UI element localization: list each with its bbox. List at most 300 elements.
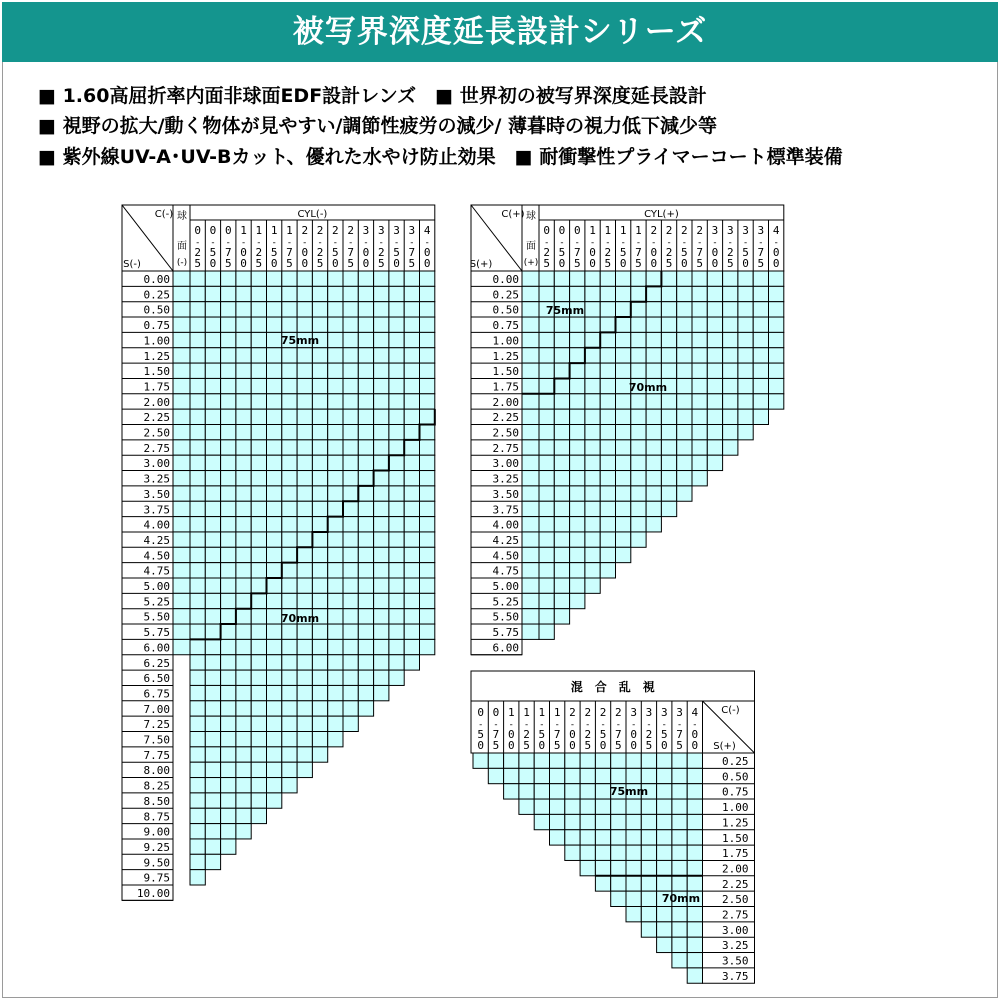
mixed-cyl-tick: 5 [477,728,484,741]
cell-plus [554,286,569,301]
cell-minus [251,302,266,317]
cell-minus [282,732,297,747]
cell-mixed [550,830,565,845]
mixed-cyl-tick: 5 [615,739,622,752]
plus-cyl-tick: - [742,238,749,248]
minus-cyl-tick: 5 [194,257,201,270]
cell-minus [282,593,297,608]
cell-plus [570,532,585,547]
cell-plus [723,378,738,393]
cell-minus [328,732,343,747]
cell-minus [251,793,266,808]
cell-minus [312,532,327,547]
cell-minus [205,593,220,608]
minus-cyl-tick: 7 [224,246,232,259]
cell-plus [707,409,722,424]
cell-minus [328,271,343,286]
minus-cyl-tick: 0 [240,246,247,259]
minus-cyl-tick: 5 [408,257,416,270]
minus-corner-top: C(-) [154,209,174,220]
minus-sph-tick: 8.25 [143,779,170,793]
cell-minus [190,409,205,424]
minus-cyl-tick: 3 [362,224,370,237]
cell-minus [374,440,389,455]
cell-minus [389,363,404,378]
cell-minus [282,762,297,777]
cell-minus [267,778,282,793]
cell-minus [205,378,220,393]
cell-minus [312,271,327,286]
cell-mixed [534,768,549,783]
cell-plus [600,532,615,547]
cell-mixed [641,907,656,922]
plus-cyl-tick: 5 [742,246,749,259]
plus-cyl-tick: - [666,238,672,248]
cell-minus [404,271,419,286]
cell-plus [692,455,707,470]
cell-minus [328,563,343,578]
cell-mixed [565,768,580,783]
plus-cyl-tick: - [605,238,611,248]
cell-plus [600,302,615,317]
plus-sph-tick: 0.00 [492,273,519,286]
mixed-cyl-tick: 7 [676,728,683,741]
cell-minus [251,378,266,393]
plus-cyl-tick: 2 [681,224,688,237]
cell-plus [753,332,768,347]
cell-minus [205,471,220,486]
cell-minus [221,639,236,654]
plus-sph-tick: 4.50 [492,549,519,563]
cell-plus [723,425,738,440]
cell-plus [769,378,784,393]
mixed-sph-tick: 1.75 [722,847,749,861]
cell-plus [539,486,554,501]
cell-plus [539,624,554,639]
cell-minus [343,455,358,470]
cell-minus [190,870,205,885]
cell-minus [343,547,358,562]
cell-plus [585,348,600,363]
cell-minus [328,317,343,332]
plus-corner-bottom: S(+) [469,259,493,270]
cell-minus [221,839,236,854]
cell-minus [251,639,266,654]
cell-minus [221,455,236,470]
cell-plus-first [522,286,539,301]
cell-plus [616,348,631,363]
cell-mixed [687,799,702,814]
cell-minus [297,317,312,332]
cell-minus [389,532,404,547]
mixed-cyl-tick: 2 [645,728,653,741]
cell-minus [297,501,312,516]
cell-plus-first [522,486,539,501]
cell-plus [570,348,585,363]
cell-minus [358,348,373,363]
plus-corner-top: C(+) [501,209,525,220]
cell-minus [404,517,419,532]
cell-minus [190,609,205,624]
cell-mixed [657,922,672,937]
cell-mixed [657,830,672,845]
cell-minus [236,271,251,286]
cell-minus [236,808,251,823]
cell-minus [297,732,312,747]
cell-plus [616,332,631,347]
plus-cyl-tick: - [543,238,550,248]
cell-minus [190,348,205,363]
cell-mixed [687,768,702,783]
cell-mixed [641,768,656,783]
cell-minus [389,440,404,455]
cell-plus [707,302,722,317]
cell-minus [205,578,220,593]
cell-minus [221,363,236,378]
cell-mixed [672,907,687,922]
cell-plus [646,394,661,409]
cell-minus [251,471,266,486]
cell-minus [236,501,251,516]
minus-sph-tick: 2.25 [143,411,170,425]
cell-plus [585,517,600,532]
plus-cyl-tick: 7 [573,246,581,259]
cell-minus-first [173,639,190,654]
plus-cyl-tick: - [620,238,626,248]
cell-mixed [657,845,672,860]
cell-plus [570,317,585,332]
page-title: 被写界深度延長設計シリーズ [292,14,708,50]
cell-minus [343,394,358,409]
cell-minus [236,747,251,762]
cell-minus [251,348,266,363]
cell-mixed [595,753,610,768]
cell-minus [358,501,373,516]
minus-cyl-tick: 0 [423,246,431,259]
cell-minus [374,271,389,286]
cell-plus-first [522,578,539,593]
cell-mixed [672,814,687,829]
mixed-cyl-tick: 5 [676,739,683,752]
plus-sph-tick: 4.25 [492,533,519,547]
plus-cyl-tick: 0 [650,257,658,270]
cell-plus [570,517,585,532]
cell-plus [661,348,676,363]
cell-minus [389,409,404,424]
cell-minus [236,486,251,501]
cell-minus [389,317,404,332]
cell-minus [221,317,236,332]
cell-minus [190,747,205,762]
cell-minus [190,578,205,593]
minus-cyl-tick: - [210,238,216,248]
cell-minus [328,302,343,317]
plus-sph-tick: 4.00 [492,518,519,532]
cell-minus [358,440,373,455]
cell-minus [297,394,312,409]
mixed-sph-tick: 1.25 [722,816,749,830]
minus-sph-tick: 1.25 [143,349,170,363]
cell-plus [677,332,692,347]
minus-cyl-tick: 3 [377,224,385,237]
cell-minus-first [173,440,190,455]
cell-mixed [657,907,672,922]
minus-cyl-tick: - [286,238,293,248]
cell-minus [374,501,389,516]
cell-plus-first [522,593,539,608]
cell-minus [205,440,220,455]
cell-minus [221,716,236,731]
cell-plus [661,455,676,470]
cell-minus [343,302,358,317]
cell-plus [769,394,784,409]
cell-mixed [595,768,610,783]
cell-plus [539,378,554,393]
cell-mixed [565,784,580,799]
minus-sph-tick: 0.25 [143,288,170,302]
plus-sph-tick: 2.50 [492,426,519,440]
cell-minus [267,685,282,700]
cell-minus [282,547,297,562]
cell-minus [221,624,236,639]
cell-minus [389,471,404,486]
cell-minus [343,532,358,547]
cell-plus [738,363,753,378]
cell-mixed [504,768,519,783]
cell-plus [692,440,707,455]
cell-minus [221,302,236,317]
cell-plus-first [522,302,539,317]
cell-mixed [672,845,687,860]
cell-minus [267,670,282,685]
cell-minus [297,547,312,562]
cell-plus [600,425,615,440]
cell-minus [190,486,205,501]
mixed-zone-75-label: 75mm [609,785,649,798]
minus-sph-tick: 2.00 [143,395,170,409]
cell-mixed [595,830,610,845]
cell-minus [205,639,220,654]
cell-minus [190,854,205,869]
plus-sph-tick: 2.75 [492,441,519,455]
cell-minus [374,409,389,424]
cell-minus [251,609,266,624]
cell-plus [570,409,585,424]
cell-mixed [550,799,565,814]
plus-cyl-tick: 5 [665,257,673,270]
cell-plus [616,532,631,547]
cell-minus [282,471,297,486]
cell-minus [205,332,220,347]
mixed-cyl-tick: 3 [645,706,653,719]
cell-minus [251,547,266,562]
cell-minus [267,409,282,424]
cell-minus [236,624,251,639]
mixed-cyl-tick: 1 [523,706,530,719]
cell-minus [297,747,312,762]
minus-sph-header: 面 [177,241,187,252]
plus-cyl-tick: - [574,238,580,248]
plus-cyl-tick: 5 [635,257,642,270]
cell-plus [616,471,631,486]
cell-mixed [626,876,641,891]
mixed-cyl-tick: - [692,720,698,730]
cell-plus [539,517,554,532]
cell-minus [205,517,220,532]
minus-cyl-tick: 0 [301,257,309,270]
mixed-cyl-tick: - [600,720,606,730]
cell-minus [236,593,251,608]
cell-mixed [687,784,702,799]
cell-plus [631,471,646,486]
cell-plus [738,317,753,332]
cell-plus [692,409,707,424]
minus-cyl-tick: 5 [224,257,232,270]
cell-minus [251,317,266,332]
cell-minus [404,624,419,639]
cell-minus [312,670,327,685]
cell-minus [282,639,297,654]
cell-minus [236,609,251,624]
cell-plus [646,517,661,532]
cell-plus [616,286,631,301]
cell-mixed [580,814,595,829]
cell-minus [236,455,251,470]
mixed-cyl-tick: 0 [492,706,500,719]
cell-plus-first [522,471,539,486]
cell-plus [692,317,707,332]
cell-minus [190,624,205,639]
mixed-cyl-tick: - [477,720,484,730]
cell-minus [236,302,251,317]
cell-mixed [611,830,626,845]
cell-minus [221,670,236,685]
plus-cyl-tick: 0 [772,246,780,259]
cell-plus [677,271,692,286]
cell-plus [707,271,722,286]
cell-minus [358,532,373,547]
cell-minus [251,716,266,731]
cell-plus [585,394,600,409]
cell-minus [358,609,373,624]
cell-minus [236,409,251,424]
plus-sph-tick: 3.75 [492,503,519,517]
minus-cyl-tick: - [225,238,231,248]
cell-plus [539,348,554,363]
plus-cyl-tick: 2 [665,224,673,237]
cell-minus [282,655,297,670]
cell-minus [267,394,282,409]
cell-plus [707,440,722,455]
cell-minus [205,824,220,839]
cell-minus [282,501,297,516]
cell-minus [282,685,297,700]
minus-cyl-tick: - [378,238,384,248]
cell-minus [404,286,419,301]
cell-minus [343,501,358,516]
cell-minus [221,762,236,777]
cell-mixed [657,784,672,799]
cell-mixed [580,753,595,768]
cell-mixed [657,876,672,891]
cell-plus [738,378,753,393]
mixed-corner-top: C(-) [721,705,740,716]
cell-minus [282,578,297,593]
cell-minus [251,517,266,532]
mixed-cyl-tick: 1 [538,706,546,719]
cell-mixed [657,753,672,768]
cell-mixed [687,876,702,891]
mixed-zone-70-label: 70mm [661,892,701,905]
cell-mixed [672,922,687,937]
mixed-cyl-tick: - [646,720,652,730]
plus-cyl-tick: 5 [558,246,566,259]
cell-minus [190,271,205,286]
cell-minus [267,609,282,624]
minus-cyl-tick: - [347,238,354,248]
cell-minus [312,455,327,470]
cell-mixed [687,814,702,829]
cell-minus [267,793,282,808]
cell-plus [600,455,615,470]
cell-minus [297,762,312,777]
cell-plus-first [522,378,539,393]
mixed-cyl-tick: 2 [615,706,622,719]
cell-mixed [641,845,656,860]
cell-minus [404,317,419,332]
cell-minus [221,332,236,347]
minus-sph-tick: 3.50 [143,487,170,501]
cell-minus [389,563,404,578]
cell-plus [585,563,600,578]
mixed-cyl-tick: 1 [553,706,561,719]
cell-mixed [626,907,641,922]
plus-cyl-tick: - [635,238,642,248]
cell-plus [631,363,646,378]
cell-plus [723,348,738,363]
minus-cyl-tick: 3 [408,224,416,237]
cell-minus-first [173,455,190,470]
cell-mixed [657,814,672,829]
cell-minus [404,547,419,562]
cell-minus [420,639,435,654]
cell-minus [236,286,251,301]
cell-mixed [626,845,641,860]
cell-minus-first [173,378,190,393]
cell-plus [616,455,631,470]
minus-cyl-tick: 2 [255,246,263,259]
cell-plus [616,486,631,501]
cell-mixed [595,799,610,814]
cell-minus [420,593,435,608]
cell-mixed [595,876,610,891]
cell-minus [312,348,327,363]
cell-plus [631,425,646,440]
cell-minus [312,302,327,317]
cell-plus-first [522,563,539,578]
plus-cyl-tick: - [773,238,779,248]
mixed-sph-tick: 0.75 [722,785,749,799]
cell-minus [328,639,343,654]
plus-cyl-tick: - [589,238,596,248]
cell-minus [343,363,358,378]
mixed-title: 混 合 乱 視 [570,680,655,694]
cell-plus [585,486,600,501]
mixed-cyl-tick: 5 [599,728,607,741]
cell-mixed [611,753,626,768]
cell-plus [600,563,615,578]
cell-minus [221,501,236,516]
